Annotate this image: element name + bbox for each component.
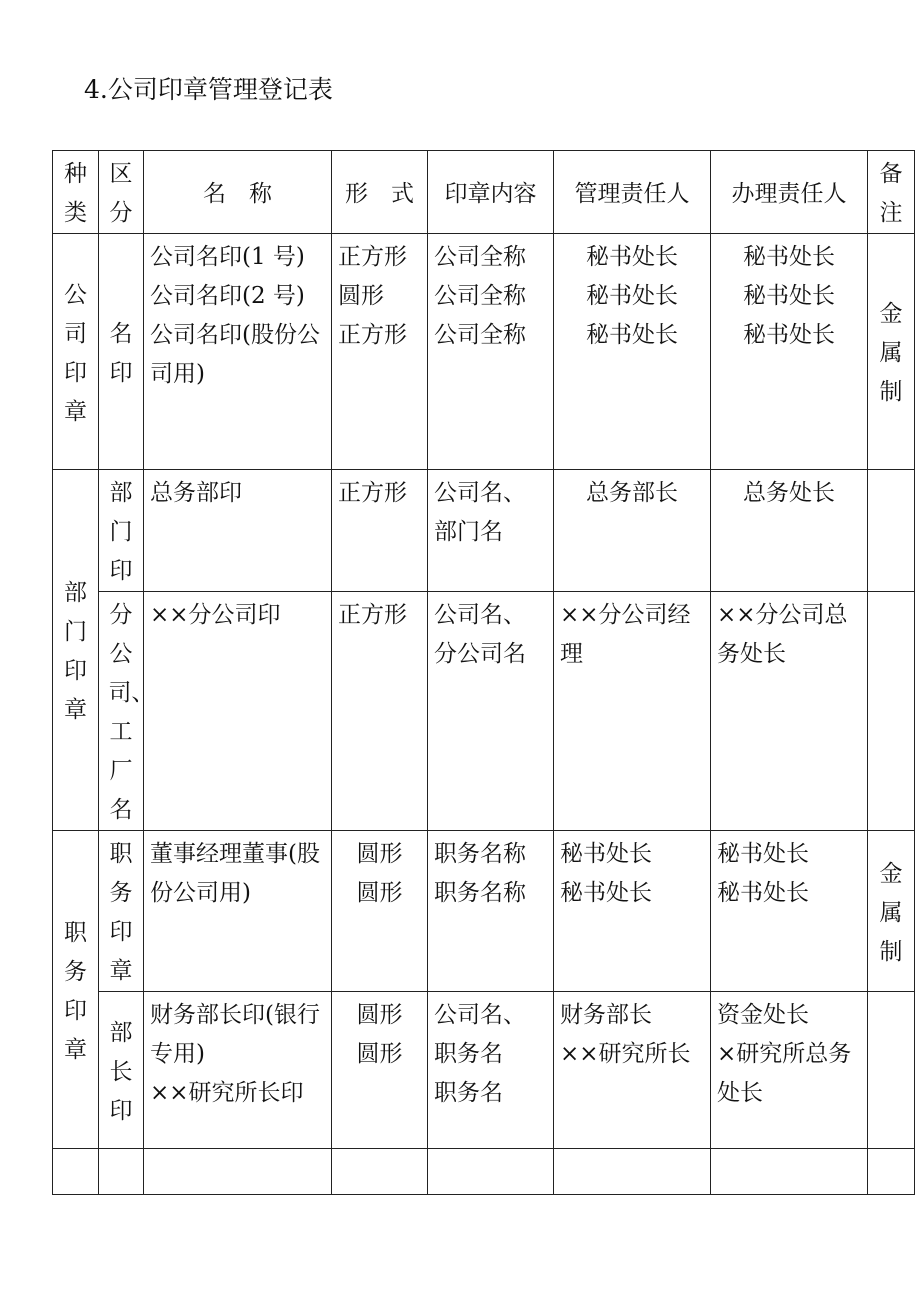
remark-cell [868, 592, 915, 831]
empty-cell [428, 1149, 554, 1195]
seal-name-cell: 董事经理董事(股份公司用) [144, 831, 332, 992]
seal-form-cell: 圆形 圆形 [332, 992, 428, 1149]
kind-cell-company-seal: 公司印章 [53, 234, 99, 470]
seal-form-cell: 正方形 [332, 470, 428, 592]
seal-register-table [52, 150, 915, 1195]
table-row [53, 831, 915, 992]
header-kind: 种类 [53, 151, 99, 234]
section-cell-department-seal: 部门印 [99, 470, 144, 592]
seal-content-cell: 公司全称 公司全称 公司全称 [428, 234, 554, 470]
section-cell-branch-seal: 分公司、工厂名 [99, 592, 144, 831]
remark-cell: 金属制 [868, 831, 915, 992]
remark-cell: 金属制 [868, 234, 915, 470]
manager-cell: 财务部长 ××研究所长 [554, 992, 711, 1149]
header-remark: 备注 [868, 151, 915, 234]
empty-cell [332, 1149, 428, 1195]
empty-cell [53, 1149, 99, 1195]
seal-form-cell: 正方形 圆形 正方形 [332, 234, 428, 470]
seal-content-cell: 公司名、职务名 职务名 [428, 992, 554, 1149]
header-section: 区分 [99, 151, 144, 234]
handler-cell: 总务处长 [711, 470, 868, 592]
empty-cell [144, 1149, 332, 1195]
document-title: 4.公司印章管理登记表 [84, 75, 333, 104]
handler-cell: 秘书处长 秘书处长 秘书处长 [711, 234, 868, 470]
section-cell-position-seal: 职务印章 [99, 831, 144, 992]
handler-cell: ××分公司总务处长 [711, 592, 868, 831]
header-form: 形 式 [332, 151, 428, 234]
section-cell-director-seal: 部长印 [99, 992, 144, 1149]
header-row [53, 151, 915, 234]
empty-cell [99, 1149, 144, 1195]
kind-cell-department-seal: 部门印章 [53, 470, 99, 831]
empty-row [53, 1149, 915, 1195]
seal-form-cell: 正方形 [332, 592, 428, 831]
seal-name-cell: ××分公司印 [144, 592, 332, 831]
seal-content-cell: 公司名、部门名 [428, 470, 554, 592]
header-content: 印章内容 [428, 151, 554, 234]
header-handler: 办理责任人 [711, 151, 868, 234]
empty-cell [711, 1149, 868, 1195]
manager-cell: ××分公司经理 [554, 592, 711, 831]
manager-cell: 秘书处长 秘书处长 [554, 831, 711, 992]
seal-name-cell: 财务部长印(银行专用) ××研究所长印 [144, 992, 332, 1149]
seal-name-cell: 总务部印 [144, 470, 332, 592]
seal-form-cell: 圆形 圆形 [332, 831, 428, 992]
table-row [53, 592, 915, 831]
handler-cell: 资金处长 ×研究所总务处长 [711, 992, 868, 1149]
seal-content-cell: 职务名称 职务名称 [428, 831, 554, 992]
table-row [53, 234, 915, 470]
remark-cell [868, 470, 915, 592]
section-cell-name-seal: 名印 [99, 234, 144, 470]
table-row [53, 470, 915, 592]
manager-cell: 秘书处长 秘书处长 秘书处长 [554, 234, 711, 470]
kind-cell-position-seal: 职务印章 [53, 831, 99, 1149]
seal-content-cell: 公司名、分公司名 [428, 592, 554, 831]
seal-name-cell: 公司名印(1 号) 公司名印(2 号) 公司名印(股份公司用) [144, 234, 332, 470]
header-name: 名 称 [144, 151, 332, 234]
empty-cell [868, 1149, 915, 1195]
handler-cell: 秘书处长 秘书处长 [711, 831, 868, 992]
header-manager: 管理责任人 [554, 151, 711, 234]
table-row [53, 992, 915, 1149]
manager-cell: 总务部长 [554, 470, 711, 592]
empty-cell [554, 1149, 711, 1195]
remark-cell [868, 992, 915, 1149]
